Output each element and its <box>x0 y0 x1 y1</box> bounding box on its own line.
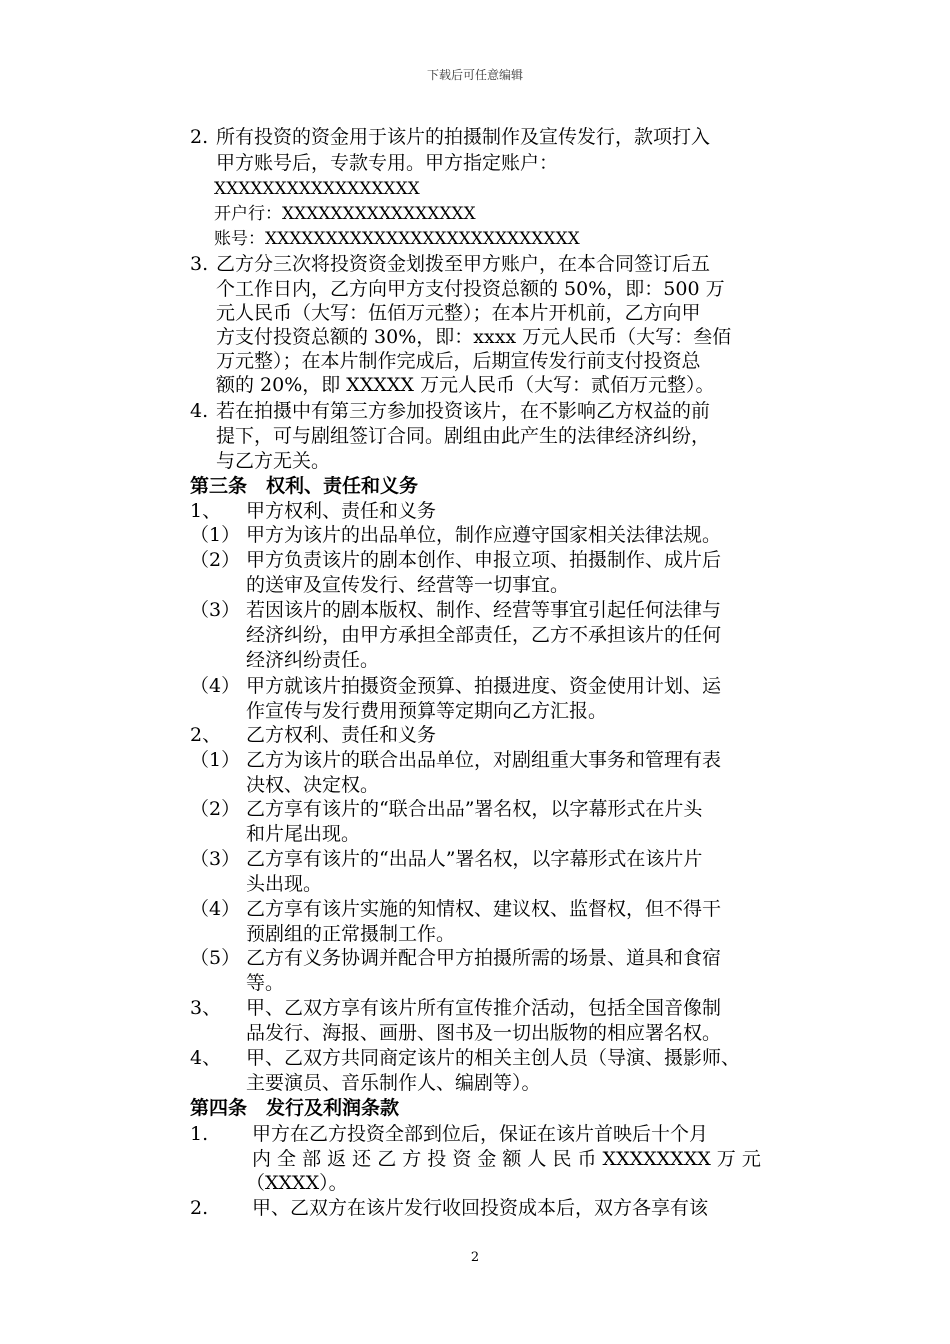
clause-number: 3. <box>190 253 209 275</box>
clause-number: 4. <box>190 400 209 422</box>
account-number: 账号：XXXXXXXXXXXXXXXXXXXXXXXXXX <box>214 229 580 249</box>
clause-text: 若在拍摄中有第三方参加投资该片，在不影响乙方权益的前 <box>216 400 711 422</box>
item-number: （4） <box>190 898 241 920</box>
item-text: 经济纠纷责任。 <box>246 649 380 671</box>
item-text: 乙方为该片的联合出品单位，对剧组重大事务和管理有表 <box>246 749 722 771</box>
page-number: 2 <box>470 1250 480 1265</box>
section-number: 3、 <box>190 997 222 1019</box>
item-text: 乙方有义务协调并配合甲方拍摄所需的场景、道具和食宿 <box>246 947 722 969</box>
item-number: （1） <box>190 749 241 771</box>
item-text: 甲方为该片的出品单位，制作应遵守国家相关法律法规。 <box>246 524 722 546</box>
item-text: 乙方享有该片的“联合出品”署名权，以字幕形式在片头 <box>246 798 703 820</box>
item-text: 乙方享有该片的“出品人”署名权，以字幕形式在该片片 <box>246 848 703 870</box>
section-number: 2、 <box>190 724 222 746</box>
item-text: 若因该片的剧本版权、制作、经营等事宜引起任何法律与 <box>246 599 722 621</box>
clause-text: 甲方账号后，专款专用。甲方指定账户： <box>216 152 559 174</box>
clause-text: 方支付投资总额的 30%，即：xxxx 万元人民币（大写：叁佰 <box>216 326 732 348</box>
item-text: 作宣传与发行费用预算等定期向乙方汇报。 <box>246 700 608 722</box>
item-text: 和片尾出现。 <box>246 823 361 845</box>
section-text: 主要演员、音乐制作人、编剧等）。 <box>246 1072 541 1094</box>
clause-number: 1. <box>190 1123 209 1145</box>
clause-text: 甲方在乙方投资全部到位后，保证在该片首映后十个月 <box>252 1123 709 1145</box>
item-number: （2） <box>190 549 241 571</box>
article-title: 第四条 发行及利润条款 <box>190 1097 400 1119</box>
clause-text: 提下，可与剧组签订合同。剧组由此产生的法律经济纠纷， <box>216 425 711 447</box>
clause-number: 2. <box>190 1197 209 1219</box>
item-number: （4） <box>190 675 241 697</box>
clause-text: 额的 20%，即 XXXXX 万元人民币（大写：贰佰万元整）。 <box>216 374 715 396</box>
item-text: 甲方就该片拍摄资金预算、拍摄进度、资金使用计划、运 <box>246 675 722 697</box>
section-number: 4、 <box>190 1047 222 1069</box>
item-number: （5） <box>190 947 241 969</box>
clause-text: 个工作日内，乙方向甲方支付投资总额的 50%，即：500 万 <box>216 278 725 300</box>
item-text: 的送审及宣传发行、经营等一切事宜。 <box>246 574 570 596</box>
item-text: 等。 <box>246 972 285 994</box>
section-title: 乙方权利、责任和义务 <box>246 724 437 746</box>
section-text: 甲、乙双方共同商定该片的相关主创人员（导演、摄影师、 <box>246 1047 741 1069</box>
item-number: （1） <box>190 524 241 546</box>
item-number: （2） <box>190 798 241 820</box>
item-text: 决权、决定权。 <box>246 774 380 796</box>
clause-text: 与乙方无关。 <box>216 450 331 472</box>
clause-text: （XXXX）。 <box>246 1172 348 1194</box>
clause-text: 所有投资的资金用于该片的拍摄制作及宣传发行，款项打入 <box>216 126 711 148</box>
bank-name: 开户行：XXXXXXXXXXXXXXXX <box>214 204 476 224</box>
section-title: 甲方权利、责任和义务 <box>246 500 437 522</box>
item-number: （3） <box>190 599 241 621</box>
clause-text: 乙方分三次将投资资金划拨至甲方账户，在本合同签订后五 <box>216 253 711 275</box>
item-text: 甲方负责该片的剧本创作、申报立项、拍摄制作、成片后 <box>246 549 722 571</box>
section-text: 甲、乙双方享有该片所有宣传推介活动，包括全国音像制 <box>246 997 722 1019</box>
clause-number: 2. <box>190 126 209 148</box>
clause-text: 元人民币（大写：伍佰万元整）；在本片开机前，乙方向甲 <box>216 302 701 324</box>
clause-text: 内 全 部 返 还 乙 方 投 资 金 额 人 民 币 XXXXXXXX 万 元 <box>252 1148 761 1170</box>
section-number: 1、 <box>190 500 222 522</box>
section-text: 品发行、海报、画册、图书及一切出版物的相应署名权。 <box>246 1022 722 1044</box>
clause-text: 万元整）；在本片制作完成后，后期宣传发行前支付投资总 <box>216 350 701 372</box>
account-name: XXXXXXXXXXXXXXXXX <box>214 179 420 199</box>
item-text: 头出现。 <box>246 873 323 895</box>
clause-text: 甲、乙双方在该片发行收回投资成本后，双方各享有该 <box>252 1197 709 1219</box>
article-title: 第三条 权利、责任和义务 <box>190 475 419 497</box>
page-header-note: 下载后可任意编辑 <box>426 68 523 82</box>
item-text: 乙方享有该片实施的知情权、建议权、监督权，但不得干 <box>246 898 722 920</box>
item-text: 经济纠纷，由甲方承担全部责任，乙方不承担该片的任何 <box>246 624 722 646</box>
item-text: 预剧组的正常摄制工作。 <box>246 923 456 945</box>
item-number: （3） <box>190 848 241 870</box>
